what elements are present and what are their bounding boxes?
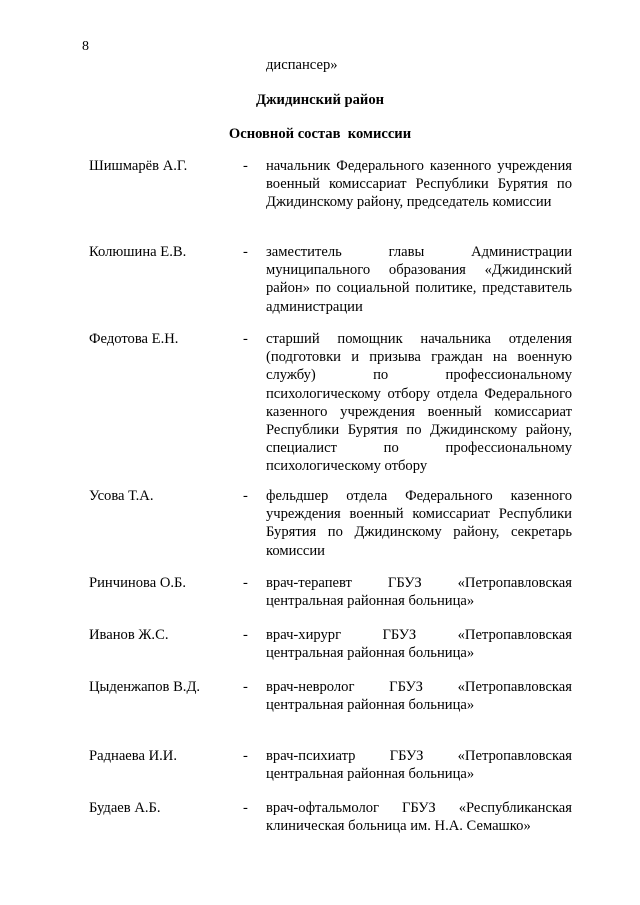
member-dash: - [243, 800, 248, 816]
member-name: Раднаева И.И. [89, 748, 177, 764]
member-dash: - [243, 244, 248, 260]
member-role: старший помощник начальника отделения (подготовки и призыва граждан на военную службу) по профессиональному психологическому отбору отдела Федерального казенного учреждения военный комиссариат Республики Бурятия по Джидинскому району, специалист по профессиональному психологическому отбору [266, 331, 572, 475]
district-title: Джидинский район [255, 92, 385, 108]
member-dash: - [243, 575, 248, 591]
member-role: врач-терапевт ГБУЗ «Петропавловская центральная районная больница» [266, 575, 572, 610]
member-dash: - [243, 158, 248, 174]
member-name: Усова Т.А. [89, 488, 154, 504]
member-dash: - [243, 627, 248, 643]
continuation-text: диспансер» [266, 57, 338, 73]
member-role: врач-невролог ГБУЗ «Петропавловская центральная районная больница» [266, 679, 572, 714]
member-name: Шишмарёв А.Г. [89, 158, 188, 174]
member-role: фельдшер отдела Федерального казенного учреждения военный комиссариат Республики Бурятия по Джидинскому району, секретарь комиссии [266, 488, 572, 559]
member-dash: - [243, 679, 248, 695]
member-name: Иванов Ж.С. [89, 627, 169, 643]
member-role: врач-офтальмолог ГБУЗ «Республиканская клиническая больница им. Н.А. Семашко» [266, 800, 572, 835]
member-dash: - [243, 331, 248, 347]
page-number: 8 [82, 39, 89, 54]
member-dash: - [243, 748, 248, 764]
member-role: врач-хирург ГБУЗ «Петропавловская центральная районная больница» [266, 627, 572, 662]
member-role: начальник Федерального казенного учреждения военный комиссариат Республики Бурятия по Джидинскому району, председатель комиссии [266, 158, 572, 211]
member-role: заместитель главы Администрации муниципального образования «Джидинский район» по социальной политике, представитель администрации [266, 244, 572, 315]
member-name: Будаев А.Б. [89, 800, 161, 816]
member-name: Ринчинова О.Б. [89, 575, 187, 591]
member-name: Федотова Е.Н. [89, 331, 179, 347]
section-title: Основной состав комиссии [228, 126, 412, 142]
member-name: Колюшина Е.В. [89, 244, 187, 260]
member-dash: - [243, 488, 248, 504]
member-name: Цыденжапов В.Д. [89, 679, 201, 695]
member-role: врач-психиатр ГБУЗ «Петропавловская центральная районная больница» [266, 748, 572, 783]
